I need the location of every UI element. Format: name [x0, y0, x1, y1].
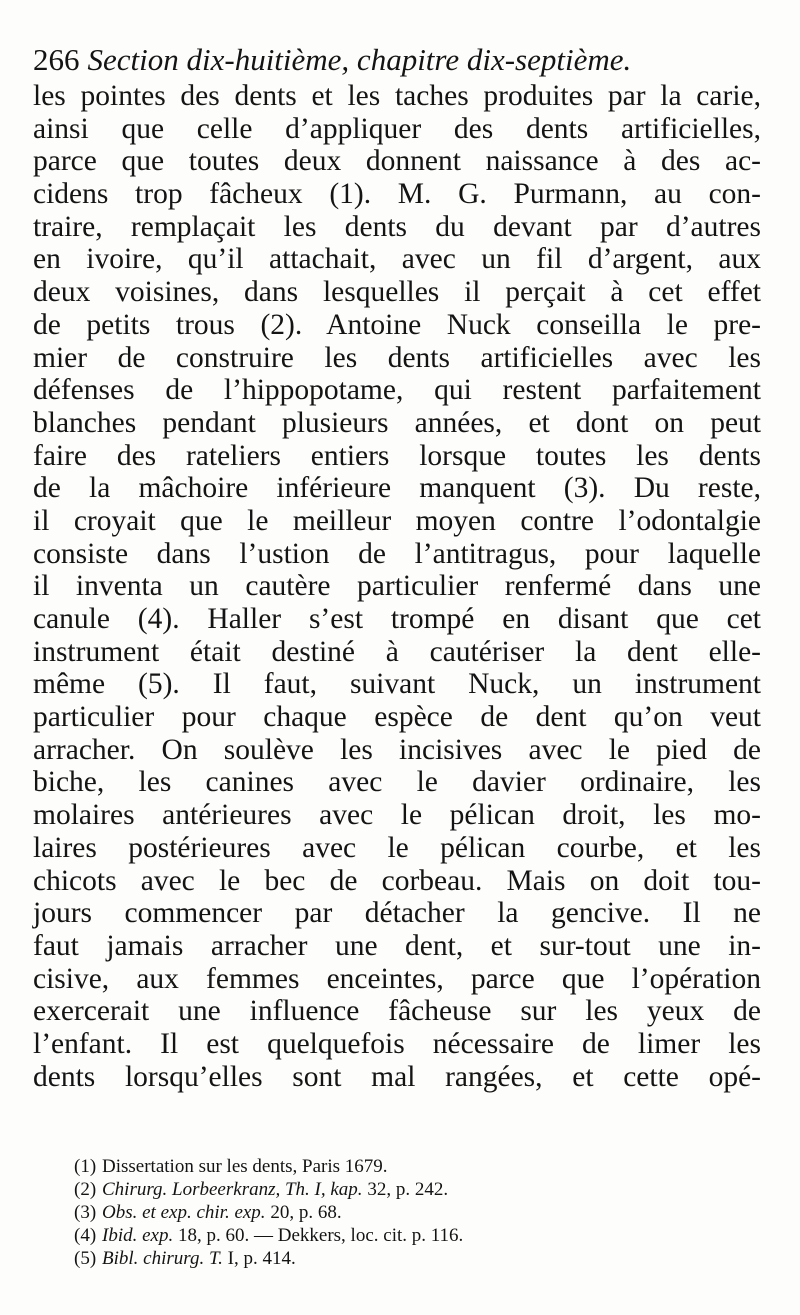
text-line: dents lorsqu’elles sont mal rangées, et cette opé-: [33, 1060, 761, 1093]
text-line: ainsi que celle d’appliquer des dents artificielles,: [33, 112, 761, 145]
text-line: il inventa un cautère particulier renfermé dans une: [33, 570, 761, 603]
footnote-text: 32, p. 242.: [362, 1179, 449, 1200]
text-line: en ivoire, qu’il attachait, avec un fil d’argent, aux: [33, 243, 761, 276]
text-line: faire des rateliers entiers lorsque toutes les dents: [33, 439, 761, 472]
footnote: [74, 1201, 694, 1224]
footnote-mark: (1): [74, 1156, 97, 1177]
text-line: molaires antérieures avec le pélican droit, les mo-: [33, 799, 761, 832]
footnote-mark: (5): [74, 1248, 97, 1269]
footnote-mark: (4): [74, 1225, 97, 1246]
footnote: [74, 1155, 694, 1178]
footnote-text: I, p. 414.: [222, 1248, 296, 1269]
text-line: biche, les canines avec le davier ordinaire, les: [33, 766, 761, 799]
text-line: consiste dans l’ustion de l’antitragus, pour laquelle: [33, 537, 761, 570]
text-line: parce que toutes deux donnent naissance à des ac-: [33, 145, 761, 178]
text-line: traire, remplaçait les dents du devant par d’autres: [33, 210, 761, 243]
footnote-mark: (3): [74, 1202, 97, 1223]
text-line: de petits trous (2). Antoine Nuck conseilla le pre-: [33, 308, 761, 341]
footnote-mark: (2): [74, 1179, 97, 1200]
text-line: défenses de l’hippopotame, qui restent parfaitement: [33, 374, 761, 407]
footnote-text: Dissertation sur les dents, Paris 1679.: [102, 1156, 388, 1177]
text-line: cisive, aux femmes enceintes, parce que l’opération: [33, 962, 761, 995]
footnote-text: 20, p. 68.: [265, 1202, 342, 1223]
footnote-citation: Bibl. chirurg. T.: [102, 1248, 223, 1269]
footnote: [74, 1224, 694, 1247]
footnote: [74, 1178, 694, 1201]
section-title: Section dix-huitième, chapitre dix-septième.: [87, 42, 632, 77]
footnote-citation: Obs. et exp. chir. exp.: [102, 1202, 266, 1223]
body-text: [33, 80, 761, 1093]
text-line: l’enfant. Il est quelquefois nécessaire de limer les: [33, 1027, 761, 1060]
footnote-citation: Ibid. exp.: [102, 1225, 174, 1246]
text-line: instrument était destiné à cautériser la dent elle-: [33, 635, 761, 668]
text-line: cidens trop fâcheux (1). M. G. Purmann, au con-: [33, 178, 761, 211]
text-line: blanches pendant plusieurs années, et dont on peut: [33, 406, 761, 439]
footnote-text: 18, p. 60. — Dekkers, loc. cit. p. 116.: [173, 1225, 464, 1246]
text-line: deux voisines, dans lesquelles il perçait à cet effet: [33, 276, 761, 309]
text-line: particulier pour chaque espèce de dent qu’on veut: [33, 701, 761, 734]
text-line: chicots avec le bec de corbeau. Mais on doit tou-: [33, 864, 761, 897]
text-line: arracher. On soulève les incisives avec le pied de: [33, 733, 761, 766]
running-head: [33, 40, 753, 80]
text-line: de la mâchoire inférieure manquent (3). Du reste,: [33, 472, 761, 505]
text-line: même (5). Il faut, suivant Nuck, un instrument: [33, 668, 761, 701]
page-number: 266: [33, 42, 80, 77]
text-line: jours commencer par détacher la gencive. Il ne: [33, 897, 761, 930]
text-line: laires postérieures avec le pélican courbe, et les: [33, 831, 761, 864]
footnotes: [74, 1155, 694, 1270]
footnote: [74, 1247, 694, 1270]
text-line: il croyait que le meilleur moyen contre l’odontalgie: [33, 504, 761, 537]
text-line: canule (4). Haller s’est trompé en disant que cet: [33, 603, 761, 635]
footnote-citation: Chirurg. Lorbeerkranz, Th. I, kap.: [102, 1179, 363, 1200]
text-line: exercerait une influence fâcheuse sur les yeux de: [33, 995, 761, 1028]
text-line: les pointes des dents et les taches produites par la carie,: [33, 80, 761, 112]
text-line: mier de construire les dents artificielles avec les: [33, 341, 761, 374]
text-line: faut jamais arracher une dent, et sur-tout une in-: [33, 929, 761, 962]
